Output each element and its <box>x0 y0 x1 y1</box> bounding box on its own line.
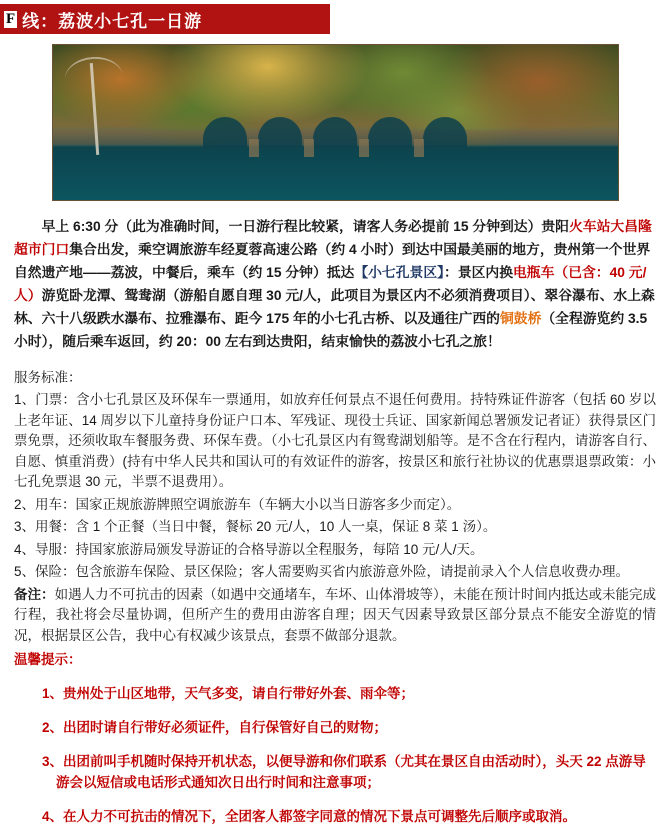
tip-item: 1、贵州处于山区地带，天气多变，请自行带好外套、雨伞等； <box>56 684 656 705</box>
photo-image <box>53 45 618 200</box>
service-heading: 服务标准： <box>14 367 656 388</box>
tip-item: 3、出团前叫手机随时保持开机状态，以便导游和你们联系（尤其在景区自由活动时），头天 22 点游导游会以短信或电话形式通知次日出行时间和注意事项； <box>56 752 656 793</box>
meeting-point: 火车站大昌隆超市门口 <box>14 219 652 257</box>
itinerary-text-4: 游览卧龙潭、鸳鸯湖（游船自愿自理 30 元/人，此项目为景区内不必须消费项目）、翠谷瀑布、水上森林、六十八级跌水瀑布、拉雅瀑布、距今 175 年的小七孔古桥、以及通往广西的 <box>14 288 655 326</box>
bridge-pier <box>249 139 259 157</box>
page-title: 线：荔波小七孔一日游 <box>22 7 202 32</box>
itinerary-text-2: 集合出发，乘空调旅游车经夏蓉高速公路（约 4 小时）到达中国最美丽的地方，贵州第一个世界自然遗产地——荔波，中餐后，乘车（约 15 分钟）抵达 <box>14 242 650 280</box>
tip-item: 4、在人力不可抗击的情况下，全团客人都签字同意的情况下景点可调整先后顺序或取消。 <box>56 807 656 827</box>
itinerary-paragraph <box>14 215 656 353</box>
tree-decor <box>90 63 99 155</box>
service-item: 2、用车：国家正规旅游牌照空调旅游车（车辆大小以当日游客多少而定）。 <box>14 495 656 516</box>
bridge-arch <box>258 117 302 147</box>
itinerary-text-3: ：景区内换 <box>444 265 513 280</box>
document-page <box>0 4 670 755</box>
title-banner <box>0 4 330 34</box>
bridge-arch <box>313 117 357 147</box>
route-letter: F <box>4 11 17 28</box>
bridge-arch <box>203 117 247 147</box>
remark-label: 备注： <box>14 587 55 602</box>
bridge-pier <box>304 139 314 157</box>
bridge-pier <box>414 139 424 157</box>
scenic-photo <box>52 44 619 201</box>
tip-item: 2、出团时请自行带好必须证件，自行保管好自己的财物； <box>56 718 656 739</box>
remark-paragraph <box>14 585 656 647</box>
service-item: 4、导服：持国家旅游局颁发导游证的合格导游以全程服务，每陪 10 元/人/天。 <box>14 540 656 561</box>
bridge-pier <box>359 139 369 157</box>
bridge-arch <box>423 117 467 147</box>
service-item: 1、门票：含小七孔景区及环保车一票通用，如放弃任何景点不退任何费用。持特殊证件游客（包括 60 岁以上老年证、14 周岁以下儿童持身份证户口本、军残证、现役士兵证、国家新闻总署颁发记者证）获得景区门票免票，还须收取车餐服务费、环保车费。（小七孔景区内有鸳鸯湖划船等。是不含在行程内，请游客自行、自愿、慎重消费）(持有中华人民共和国认可的有效证件的游客，按景区和旅行社协议的优惠票退票政策：小七孔免票退 30 元，半票不退费用）。 <box>14 390 656 493</box>
scenic-area-name: 【小七孔景区】 <box>354 265 444 280</box>
service-item: 3、用餐：含 1 个正餐（当日中餐，餐标 20 元/人，10 人一桌，保证 8 菜 1 汤）。 <box>14 517 656 538</box>
tonggu-bridge: 铜鼓桥 <box>500 311 541 326</box>
service-item: 5、保险：包含旅游车保险、景区保险；客人需要购买省内旅游意外险，请提前录入个人信息收费办理。 <box>14 562 656 583</box>
itinerary-text-5: （全程游览约 3.5 小时），随后乘车返回，约 20：00 左右到达贵阳，结束愉快的荔波小七孔之旅！ <box>14 311 647 349</box>
document-body <box>0 215 670 827</box>
tips-heading: 温馨提示： <box>14 650 656 671</box>
remark-text: 如遇人力不可抗击的因素（如遇中交通堵车，车坏、山体滑坡等），未能在预计时间内抵达或未能完成行程，我社将会尽量协调，但所产生的费用由游客自理；因天气因素导致景区部分景点不能安全游览的情况，根据景区公告，我中心有权减少该景点，套票不做部分退款。 <box>14 587 656 643</box>
itinerary-text-1: 早上 6:30 分（此为准确时间，一日游行程比较紧，请客人务必提前 15 分钟到达）贵阳 <box>42 219 569 234</box>
bridge-arch <box>368 117 412 147</box>
shuttle-fee: 电瓶车（已含：40 元/人） <box>14 265 646 303</box>
